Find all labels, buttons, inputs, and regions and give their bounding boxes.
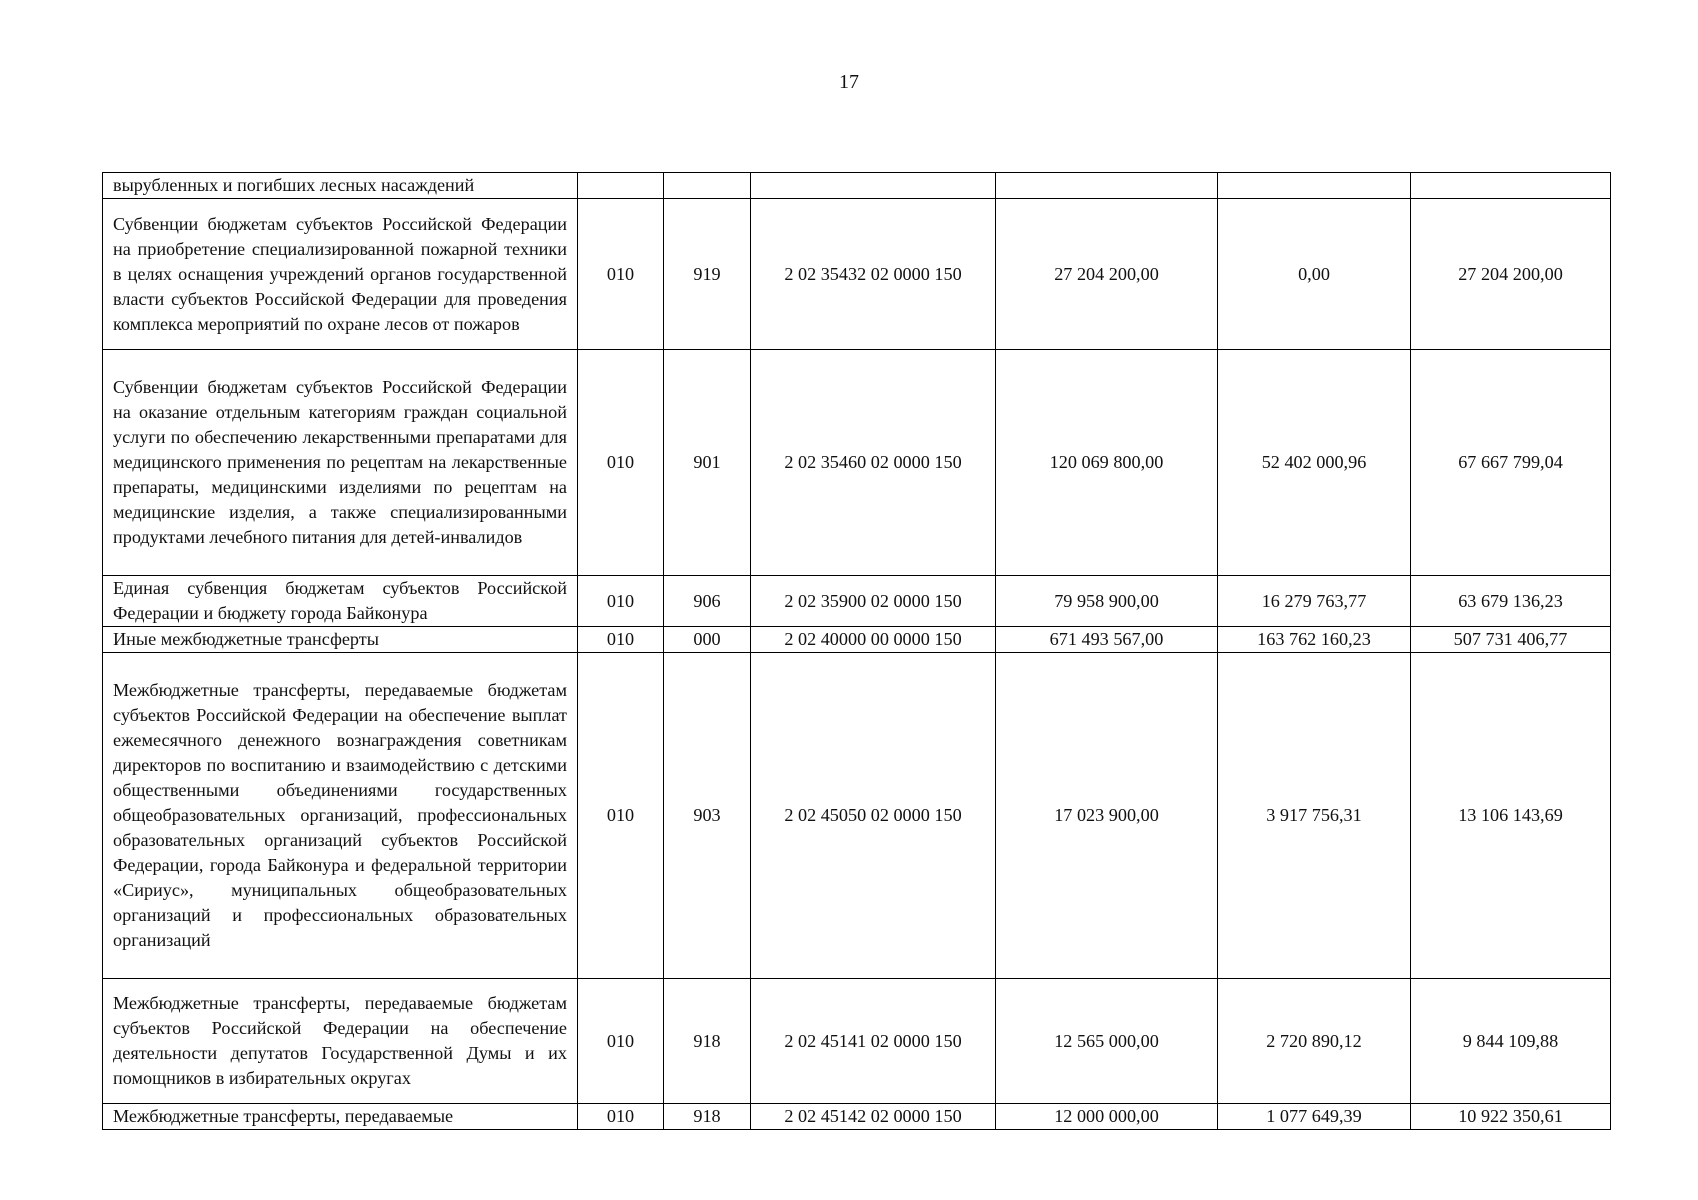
table-row <box>103 979 1611 1104</box>
row-planned-amount: 17 023 900,00 <box>996 653 1218 979</box>
row-admin-number: 906 <box>664 576 751 627</box>
table-row <box>103 653 1611 979</box>
row-budget-code <box>751 173 996 199</box>
row-description: Межбюджетные трансферты, передаваемые <box>103 1104 578 1130</box>
row-admin-number: 919 <box>664 199 751 350</box>
row-budget-code: 2 02 45141 02 0000 150 <box>751 979 996 1104</box>
row-remaining-amount: 63 679 136,23 <box>1411 576 1611 627</box>
row-budget-code: 2 02 35460 02 0000 150 <box>751 350 996 576</box>
row-planned-amount: 27 204 200,00 <box>996 199 1218 350</box>
row-admin-number: 918 <box>664 979 751 1104</box>
row-planned-amount: 12 000 000,00 <box>996 1104 1218 1130</box>
row-executed-amount: 16 279 763,77 <box>1218 576 1411 627</box>
row-description: Субвенции бюджетам субъектов Российской Федерации на приобретение специализированной пожарной техники в целях оснащения учреждений органов государственной власти субъектов Российской Федерации для проведения комплекса мероприятий по охране лесов от пожаров <box>103 199 578 350</box>
budget-table <box>102 172 1611 1130</box>
row-planned-amount: 79 958 900,00 <box>996 576 1218 627</box>
row-remaining-amount <box>1411 173 1611 199</box>
row-description: Межбюджетные трансферты, передаваемые бюджетам субъектов Российской Федерации на обеспечение выплат ежемесячного денежного вознаграждения советникам директоров по воспитанию и взаимодействию с детскими общественными объединениями государственных общеобразовательных организаций, профессиональных образовательных организаций субъектов Российской Федерации, города Байконура и федеральной территории «Сириус», муниципальных общеобразовательных организаций и профессиональных образовательных организаций <box>103 653 578 979</box>
row-admin-number: 901 <box>664 350 751 576</box>
row-description: Единая субвенция бюджетам субъектов Российской Федерации и бюджету города Байконура <box>103 576 578 627</box>
row-admin-code: 010 <box>578 979 664 1104</box>
row-planned-amount: 12 565 000,00 <box>996 979 1218 1104</box>
page-number: 17 <box>839 71 859 93</box>
row-executed-amount: 52 402 000,96 <box>1218 350 1411 576</box>
row-budget-code: 2 02 45142 02 0000 150 <box>751 1104 996 1130</box>
row-admin-code <box>578 173 664 199</box>
row-admin-code: 010 <box>578 350 664 576</box>
row-executed-amount: 163 762 160,23 <box>1218 627 1411 653</box>
row-remaining-amount: 67 667 799,04 <box>1411 350 1611 576</box>
row-executed-amount: 2 720 890,12 <box>1218 979 1411 1104</box>
row-budget-code: 2 02 35900 02 0000 150 <box>751 576 996 627</box>
row-budget-code: 2 02 35432 02 0000 150 <box>751 199 996 350</box>
row-executed-amount <box>1218 173 1411 199</box>
table-row <box>103 199 1611 350</box>
table-row <box>103 627 1611 653</box>
row-planned-amount: 120 069 800,00 <box>996 350 1218 576</box>
row-admin-number: 000 <box>664 627 751 653</box>
row-admin-code: 010 <box>578 627 664 653</box>
row-admin-code: 010 <box>578 1104 664 1130</box>
row-admin-code: 010 <box>578 199 664 350</box>
row-remaining-amount: 10 922 350,61 <box>1411 1104 1611 1130</box>
row-budget-code: 2 02 40000 00 0000 150 <box>751 627 996 653</box>
row-admin-code: 010 <box>578 576 664 627</box>
table-row <box>103 350 1611 576</box>
row-description: Иные межбюджетные трансферты <box>103 627 578 653</box>
row-executed-amount: 3 917 756,31 <box>1218 653 1411 979</box>
row-budget-code: 2 02 45050 02 0000 150 <box>751 653 996 979</box>
row-admin-code: 010 <box>578 653 664 979</box>
row-executed-amount: 0,00 <box>1218 199 1411 350</box>
row-admin-number: 903 <box>664 653 751 979</box>
row-admin-number <box>664 173 751 199</box>
row-admin-number: 918 <box>664 1104 751 1130</box>
row-remaining-amount: 9 844 109,88 <box>1411 979 1611 1104</box>
row-executed-amount: 1 077 649,39 <box>1218 1104 1411 1130</box>
table-row <box>103 1104 1611 1130</box>
row-description: Субвенции бюджетам субъектов Российской Федерации на оказание отдельным категориям граждан социальной услуги по обеспечению лекарственными препаратами для медицинского применения по рецептам на лекарственные препараты, медицинскими изделиями по рецептам на медицинские изделия, а также специализированными продуктами лечебного питания для детей-инвалидов <box>103 350 578 576</box>
row-remaining-amount: 27 204 200,00 <box>1411 199 1611 350</box>
row-remaining-amount: 13 106 143,69 <box>1411 653 1611 979</box>
row-remaining-amount: 507 731 406,77 <box>1411 627 1611 653</box>
row-planned-amount <box>996 173 1218 199</box>
table-row <box>103 173 1611 199</box>
row-planned-amount: 671 493 567,00 <box>996 627 1218 653</box>
row-description: Межбюджетные трансферты, передаваемые бюджетам субъектов Российской Федерации на обеспечение деятельности депутатов Государственной Думы и их помощников в избирательных округах <box>103 979 578 1104</box>
row-description: вырубленных и погибших лесных насаждений <box>103 173 578 199</box>
table-row <box>103 576 1611 627</box>
